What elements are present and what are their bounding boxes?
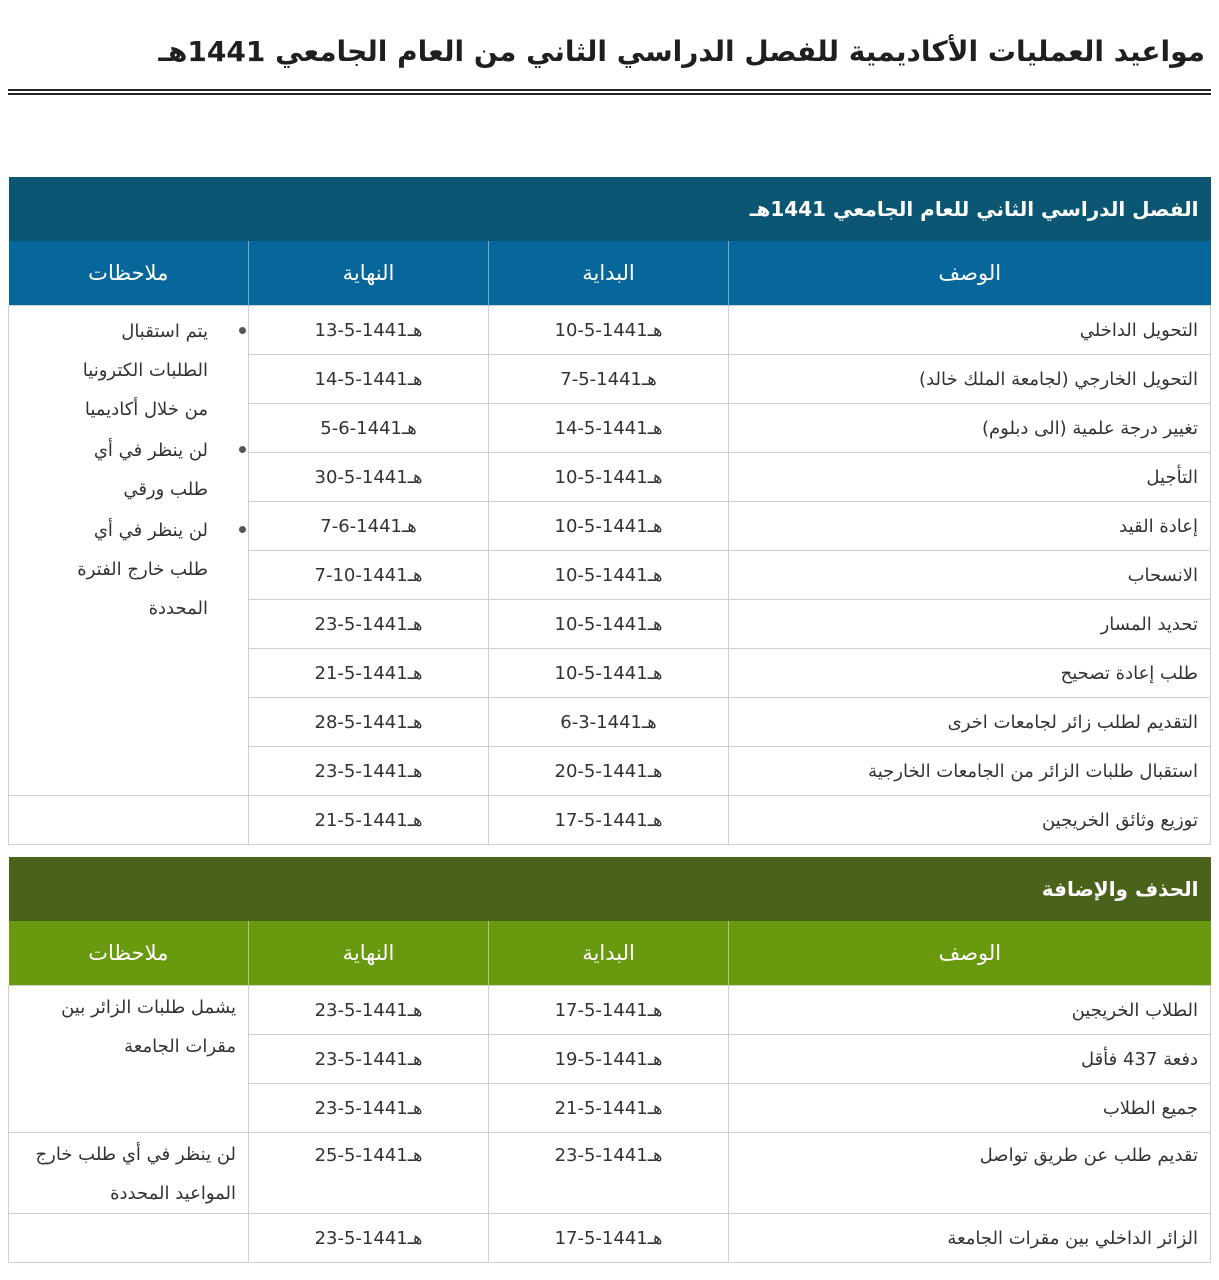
- note-item: [61, 509, 208, 628]
- section-title: الفصل الدراسي الثاني للعام الجامعي 1441هـ: [9, 177, 1211, 241]
- section-header-row: [9, 177, 1211, 241]
- row-end-date: 5-6-1441هـ: [249, 404, 489, 453]
- note-item: [61, 310, 208, 429]
- table-row: [9, 796, 1211, 845]
- section-title: الحذف والإضافة: [9, 857, 1211, 921]
- row-start-date: 10-5-1441هـ: [489, 649, 729, 698]
- row-description: تقديم طلب عن طريق تواصل: [729, 1133, 1211, 1214]
- row-end-date: 23-5-1441هـ: [249, 1084, 489, 1133]
- notes-list: [21, 310, 236, 628]
- row-end-date: 30-5-1441هـ: [249, 453, 489, 502]
- row-description: إعادة القيد: [729, 502, 1211, 551]
- table-row: [9, 306, 1211, 355]
- semester-schedule-table: [8, 177, 1211, 845]
- row-end-date: 25-5-1441هـ: [249, 1133, 489, 1214]
- table-row: [9, 1214, 1211, 1263]
- row-description: طلب إعادة تصحيح: [729, 649, 1211, 698]
- row-start-date: 10-5-1441هـ: [489, 306, 729, 355]
- notes-cell: [9, 306, 249, 796]
- add-drop-table: [8, 857, 1211, 1263]
- table-row: [9, 1133, 1211, 1214]
- row-start-date: 19-5-1441هـ: [489, 1035, 729, 1084]
- column-header-description: الوصف: [729, 921, 1211, 986]
- row-end-date: 23-5-1441هـ: [249, 986, 489, 1035]
- row-end-date: 21-5-1441هـ: [249, 796, 489, 845]
- section-header-row: [9, 857, 1211, 921]
- column-header-row: [9, 241, 1211, 306]
- column-header-start: البداية: [489, 241, 729, 306]
- row-end-date: 23-5-1441هـ: [249, 1035, 489, 1084]
- note-text: يشمل طلبات الزائر بين مقرات الجامعة: [61, 997, 237, 1057]
- row-description: الطلاب الخريجين: [729, 986, 1211, 1035]
- row-description: دفعة 437 فأقل: [729, 1035, 1211, 1084]
- notes-cell: [9, 986, 249, 1133]
- row-end-date: 7-6-1441هـ: [249, 502, 489, 551]
- notes-cell-empty: [9, 796, 249, 845]
- row-end-date: 7-10-1441هـ: [249, 551, 489, 600]
- row-description: التأجيل: [729, 453, 1211, 502]
- column-header-notes: ملاحظات: [9, 241, 249, 306]
- row-end-date: 14-5-1441هـ: [249, 355, 489, 404]
- row-start-date: 17-5-1441هـ: [489, 1214, 729, 1263]
- row-end-date: 13-5-1441هـ: [249, 306, 489, 355]
- row-description: الزائر الداخلي بين مقرات الجامعة: [729, 1214, 1211, 1263]
- row-description: التحويل الداخلي: [729, 306, 1211, 355]
- column-header-row: [9, 921, 1211, 986]
- notes-cell-empty: [9, 1214, 249, 1263]
- row-start-date: 14-5-1441هـ: [489, 404, 729, 453]
- row-description: تغيير درجة علمية (الى دبلوم): [729, 404, 1211, 453]
- row-description: التقديم لطلب زائر لجامعات اخرى: [729, 698, 1211, 747]
- row-start-date: 20-5-1441هـ: [489, 747, 729, 796]
- row-start-date: 17-5-1441هـ: [489, 796, 729, 845]
- row-description: توزيع وثائق الخريجين: [729, 796, 1211, 845]
- row-start-date: 10-5-1441هـ: [489, 551, 729, 600]
- note-item: [61, 429, 208, 509]
- row-description: تحديد المسار: [729, 600, 1211, 649]
- row-start-date: 6-3-1441هـ: [489, 698, 729, 747]
- row-start-date: 10-5-1441هـ: [489, 502, 729, 551]
- row-start-date: 21-5-1441هـ: [489, 1084, 729, 1133]
- page-title: مواعيد العمليات الأكاديمية للفصل الدراسي الثاني من العام الجامعي 1441هـ: [158, 35, 1205, 68]
- note-text: لن ينظر في أي طلب ورقي: [93, 440, 208, 500]
- row-end-date: 23-5-1441هـ: [249, 1214, 489, 1263]
- note-text: لن ينظر في أي طلب خارج المواعيد المحددة: [35, 1144, 237, 1204]
- row-description: جميع الطلاب: [729, 1084, 1211, 1133]
- row-description: التحويل الخارجي (لجامعة الملك خالد): [729, 355, 1211, 404]
- row-description: الانسحاب: [729, 551, 1211, 600]
- row-end-date: 23-5-1441هـ: [249, 747, 489, 796]
- row-end-date: 21-5-1441هـ: [249, 649, 489, 698]
- row-start-date: 10-5-1441هـ: [489, 453, 729, 502]
- row-end-date: 28-5-1441هـ: [249, 698, 489, 747]
- title-divider: [8, 89, 1211, 95]
- row-start-date: 17-5-1441هـ: [489, 986, 729, 1035]
- column-header-end: النهاية: [249, 921, 489, 986]
- table-row: [9, 986, 1211, 1035]
- column-header-end: النهاية: [249, 241, 489, 306]
- notes-cell: [9, 1133, 249, 1214]
- row-start-date: 23-5-1441هـ: [489, 1133, 729, 1214]
- note-text: لن ينظر في أي طلب خارج الفترة المحددة: [77, 520, 208, 619]
- row-end-date: 23-5-1441هـ: [249, 600, 489, 649]
- row-start-date: 10-5-1441هـ: [489, 600, 729, 649]
- note-text: يتم استقبال الطلبات الكترونيا من خلال أكاديميا: [82, 321, 208, 420]
- row-start-date: 7-5-1441هـ: [489, 355, 729, 404]
- row-description: استقبال طلبات الزائر من الجامعات الخارجية: [729, 747, 1211, 796]
- column-header-start: البداية: [489, 921, 729, 986]
- column-header-notes: ملاحظات: [9, 921, 249, 986]
- column-header-description: الوصف: [729, 241, 1211, 306]
